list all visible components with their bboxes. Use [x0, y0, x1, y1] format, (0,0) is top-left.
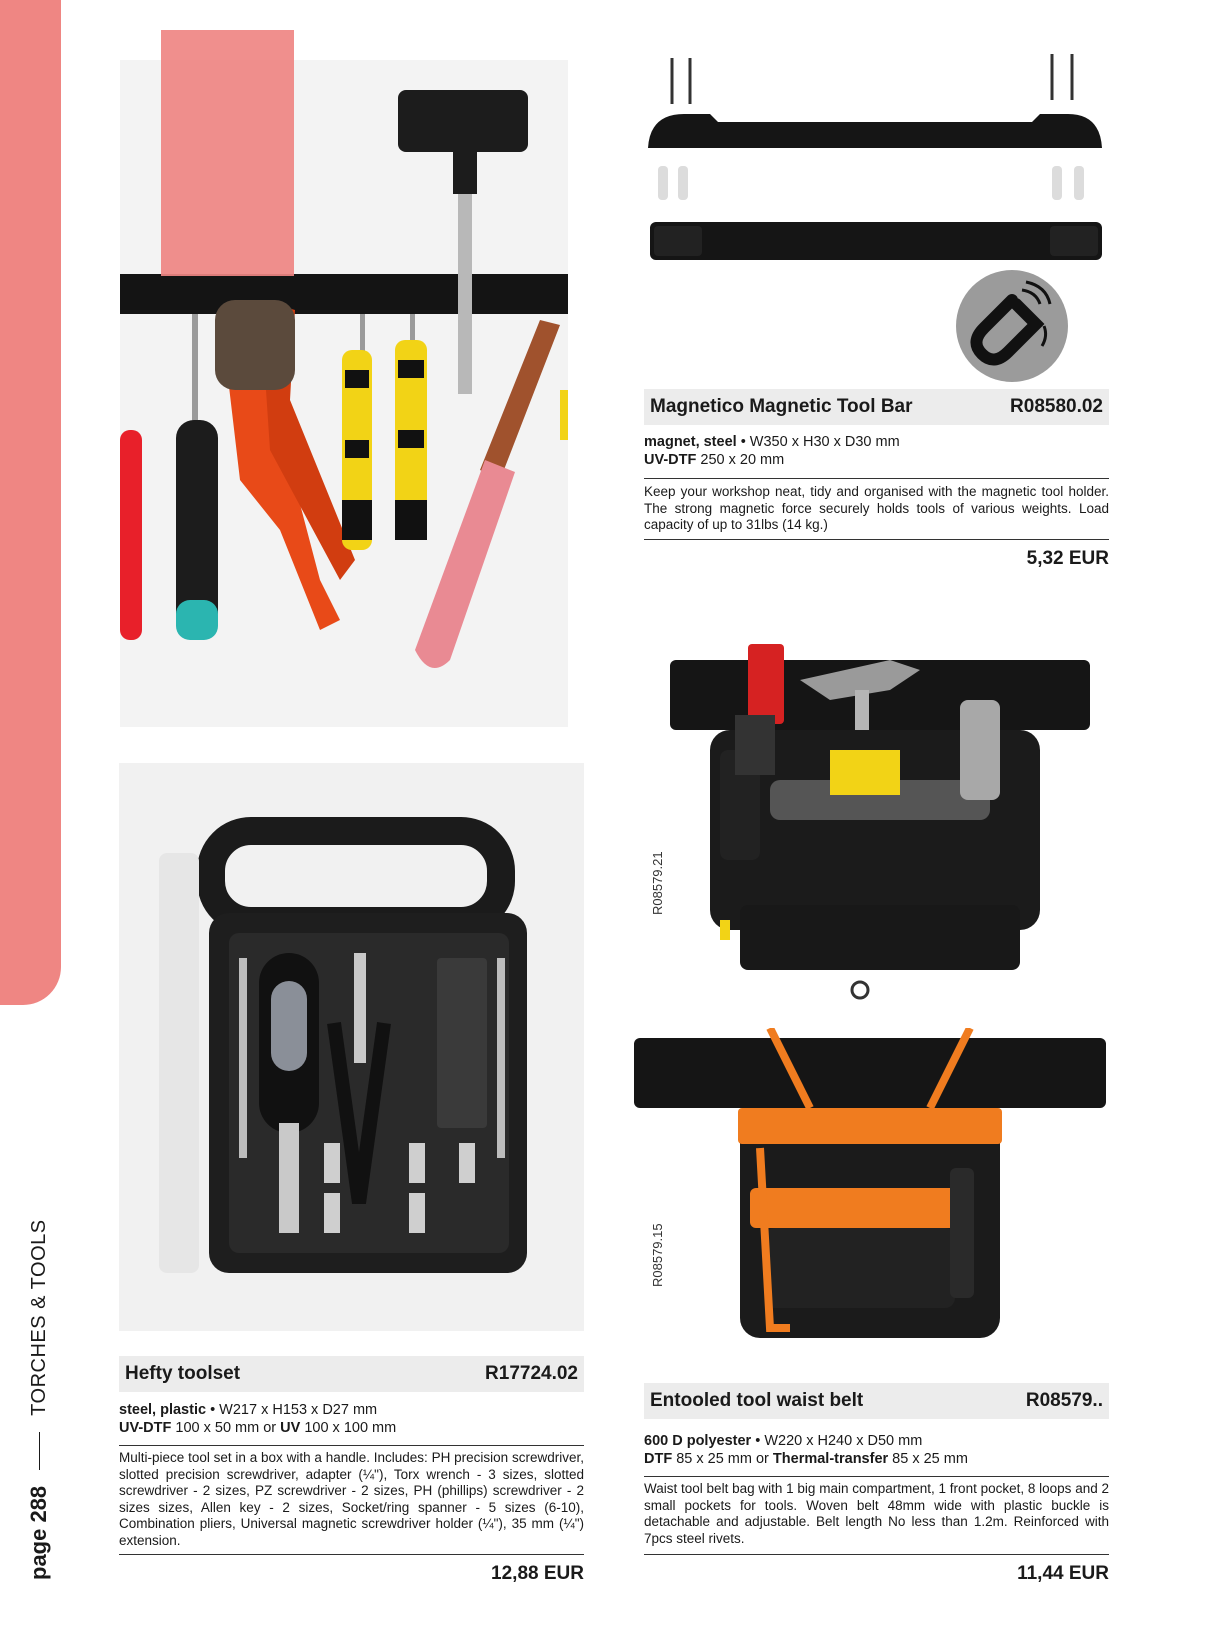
toolset-photo — [119, 763, 584, 1331]
waist-belt-title-bar — [644, 1383, 1109, 1419]
spec-line-material: 600 D polyester • W220 x H240 x D50 mm — [644, 1433, 923, 1449]
product-name: Entooled tool waist belt — [650, 1390, 864, 1411]
toolset-illustration — [119, 763, 584, 1331]
variant-code: R08579.21 — [650, 851, 665, 915]
product-code: R08580.02 — [1010, 396, 1103, 417]
product-code: R17724.02 — [485, 1363, 578, 1384]
magnetic-bar-illustration — [640, 50, 1110, 280]
orange-belt-photo — [630, 1028, 1110, 1358]
magnetic-bar-photo — [640, 50, 1110, 280]
magnetic-bar-title-bar — [644, 389, 1109, 425]
black-belt-illustration — [660, 640, 1100, 1028]
page-footer-label — [26, 1219, 52, 1580]
toolset-title-bar — [119, 1356, 584, 1392]
divider — [39, 1432, 40, 1470]
product-price: 5,32 EUR — [1026, 548, 1109, 569]
product-description: Keep your workshop neat, tidy and organised with the magnetic tool holder. The strong magnetic force securely holds tools of various weights. Load capacity of up to 31lbs (14 kg.) — [644, 484, 1109, 532]
divider — [644, 1554, 1109, 1555]
page-number: page 288 — [26, 1485, 51, 1580]
product-price: 11,44 EUR — [1017, 1563, 1109, 1584]
accent-block — [161, 30, 294, 276]
product-description: Multi-piece tool set in a box with a handle. Includes: PH precision screwdriver, slotted precision screwdriver, adapter (¼"), Torx wrench - 3 sizes, slotted screwdriver - 2 sizes, PZ screwdriver - 2 sizes, PH (phillips) screwdriver - 2 sizes sizes, Allen key - 2 sizes, Socket/ring spanner - 5 sizes (6-10), Combination pliers, Universal magnetic screwdriver holder (¼"), 35 mm (¼") extension. — [119, 1450, 584, 1548]
black-belt-photo — [660, 640, 1100, 1028]
product-description: Waist tool belt bag with 1 big main compartment, 1 front pocket, 8 loops and 2 small pockets for tools. Woven belt 48mm wide with plastic buckle is detachable and adjustable. Belt length No less than 1.2m. Reinforced with 7pcs steel rivets. — [644, 1481, 1109, 1546]
waist-belt-specs — [644, 1432, 1109, 1468]
spec-line-material: magnet, steel • W350 x H30 x D30 mm — [644, 434, 900, 450]
orange-belt-illustration — [630, 1028, 1110, 1358]
section-name: TORCHES & TOOLS — [27, 1219, 50, 1416]
product-name: Magnetico Magnetic Tool Bar — [650, 396, 913, 417]
spec-line-material: steel, plastic • W217 x H153 x D27 mm — [119, 1402, 378, 1418]
magnet-icon-glyph — [956, 270, 1068, 382]
magnet-icon — [956, 270, 1068, 382]
spec-line-print: UV-DTF 250 x 20 mm — [644, 452, 785, 468]
product-name: Hefty toolset — [125, 1363, 241, 1384]
variant-code: R08579.15 — [650, 1223, 665, 1287]
section-tab — [0, 0, 61, 1005]
spec-line-print: UV-DTF 100 x 50 mm or UV 100 x 100 mm — [119, 1420, 397, 1436]
divider — [119, 1554, 584, 1555]
spec-line-print: DTF 85 x 25 mm or Thermal-transfer 85 x 25 mm — [644, 1451, 968, 1467]
divider — [119, 1445, 584, 1446]
product-price: 12,88 EUR — [491, 1563, 584, 1584]
magnetic-bar-specs — [644, 433, 1109, 469]
divider — [644, 539, 1109, 540]
toolset-specs — [119, 1401, 584, 1437]
divider — [644, 1476, 1109, 1477]
divider — [644, 478, 1109, 479]
product-code: R08579.. — [1025, 1390, 1103, 1411]
